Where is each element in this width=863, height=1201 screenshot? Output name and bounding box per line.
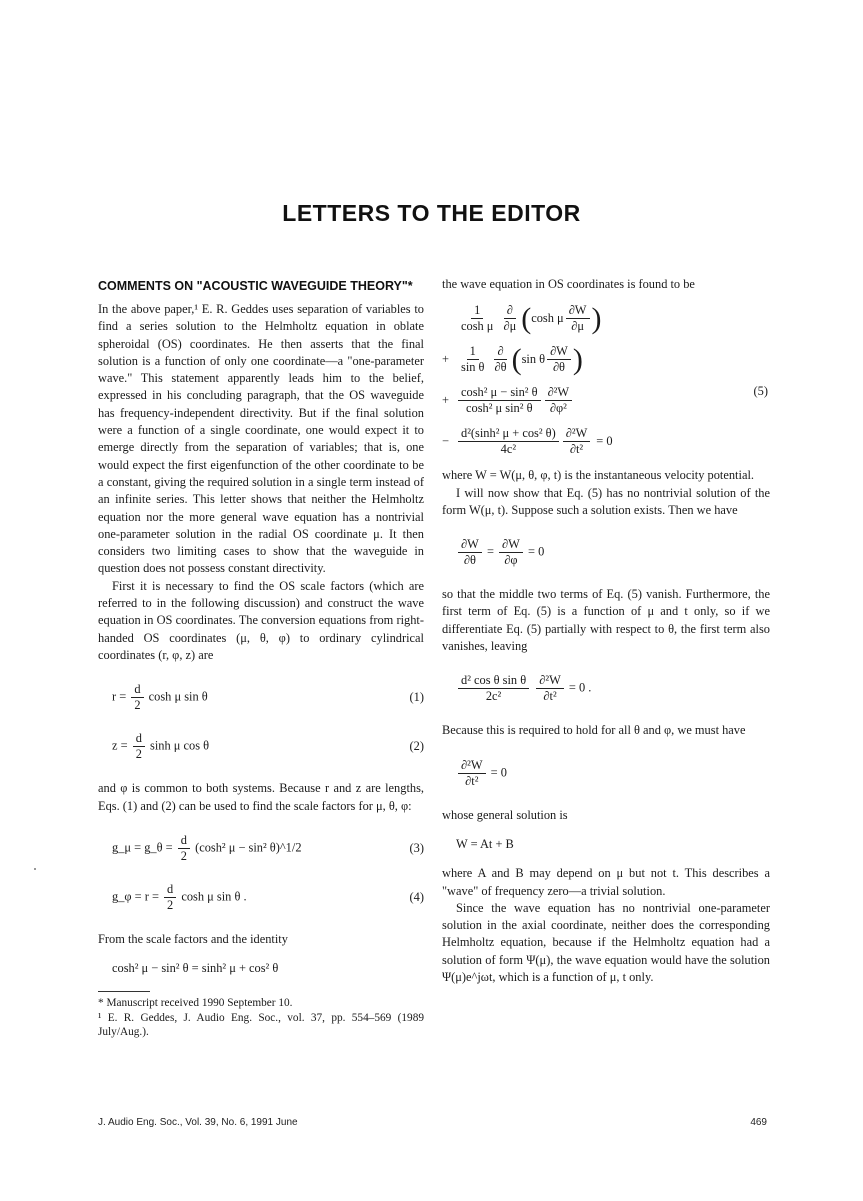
eq3-lhs: g_μ = g_θ = [112, 840, 173, 855]
equation-2 [98, 731, 424, 762]
eq3-number: (3) [409, 840, 424, 855]
scan-speck [34, 868, 36, 870]
eq4-lhs: g_φ = r = [112, 889, 159, 904]
right-paragraph-8: Since the wave equation has no nontrivial one-parameter solution in the axial coordinate, neither does the corresponding Helmholtz equation, because if the Helmholtz equation had a solution of form Ψ(μ), the wave equation would have the solution Ψ(μ)e^jωt, which is a function of μ, t only. [442, 900, 770, 985]
left-column [98, 276, 424, 1040]
eq5-term-2: + $\frac{1}{\text{sin θ}}$ $\frac{\partial}{\partial\theta}$ ( sin θ $\frac{\partial W}{\partial\theta}$ ) [442, 342, 583, 376]
left-paragraph-1: In the above paper,¹ E. R. Geddes uses separation of variables to find a series solution to the Helmholtz equation in oblate spheroidal (OS) coordinates. He then asserts that the final solution is a function of only one coordinate—a "one-parameter wave." This statement apparently leads him to the belief, expressed in his concluding paragraph, that the OS waveguide has frequency-independent directivity. But if the final solution were a function of a single coordinate, one would expect it to emerge directly from the separation of variables; that is, one would expect the first eigenfunction of the other coordinate to be a constant, giving the required solution in a single term instead of an infinite series. This letter shows that neither the Helmholtz equation nor the more general wave equation has a nontrivial one-parameter solution in the radial OS coordinate μ. It then considers two limiting cases to show that the waveguide in question does not possess constant directivity. [98, 302, 424, 576]
eq1-number: (1) [409, 690, 424, 705]
footnote-manuscript: * Manuscript received 1990 September 10. [98, 997, 293, 1010]
eq1-fraction: $\frac{d}{2}$ [131, 682, 143, 713]
right-paragraph-2: where W = W(μ, θ, φ, t) is the instantaneous velocity potential. [442, 468, 754, 483]
eq2-lhs: z = [112, 738, 128, 753]
equation-8: $\frac{\text{∂²W}}{\text{∂t²}}$ = 0 [442, 758, 770, 789]
article-title: COMMENTS ON "ACOUSTIC WAVEGUIDE THEORY"* [98, 279, 413, 293]
identity-equation [98, 960, 424, 977]
equation-3 [98, 833, 424, 864]
right-paragraph-6: whose general solution is [442, 807, 568, 822]
equation-5 [442, 303, 770, 457]
equation-4 [98, 882, 424, 913]
equation-9: W = At + B [456, 836, 514, 851]
right-paragraph-1: the wave equation in OS coordinates is found to be [442, 277, 695, 291]
eq1-rhs: cosh μ sin θ [148, 689, 208, 704]
eq4-fraction: $\frac{d}{2}$ [164, 882, 176, 913]
equation-1 [98, 682, 424, 713]
section-title: LETTERS TO THE EDITOR [282, 200, 581, 226]
equation-7: $\frac{\text{d² cos θ sin θ}}{\text{2c²}}$ $\frac{\text{∂²W}}{\text{∂t²}}$ = 0 . [442, 673, 770, 704]
eq5-number: (5) [753, 384, 768, 399]
eq2-rhs: sinh μ cos θ [150, 738, 210, 753]
eq3-fraction: $\frac{d}{2}$ [178, 833, 190, 864]
eq2-number: (2) [409, 739, 424, 754]
eq2-fraction: $\frac{d}{2}$ [133, 731, 145, 762]
eq4-number: (4) [409, 889, 424, 904]
eq4-rhs: cosh μ sin θ . [181, 889, 247, 904]
right-column [442, 276, 770, 986]
eq5-term-3: + $\frac{\text{cosh² μ − sin² θ}}{\text{cosh² μ sin² θ}}$ $\frac{\text{∂²W}}{\text{∂φ²}}$ [442, 385, 770, 416]
footnote-reference: ¹ E. R. Geddes, J. Audio Eng. Soc., vol. 37, pp. 554–569 (1989 July/Aug.). [98, 1011, 424, 1039]
eq5-term-1: $\frac{1}{\text{cosh μ}}$ $\frac{\partial}{\partial\mu}$ ( cosh μ $\frac{\partial W}{\partial\mu}$ ) [461, 301, 602, 335]
eq1-lhs: r = [112, 689, 127, 704]
left-paragraph-4: From the scale factors and the identity [98, 931, 288, 946]
eq3-rhs: (cosh² μ − sin² θ)^1/2 [195, 840, 302, 855]
journal-footer: J. Audio Eng. Soc., Vol. 39, No. 6, 1991 June [98, 1117, 298, 1128]
left-paragraph-2: First it is necessary to find the OS scale factors (which are referred to in the following discussion) and construct the wave equation in OS coordinates. The conversion equations from right-handed OS coordinates (μ, θ, φ) to ordinary cylindrical coordinates (r, φ, z) are [98, 578, 424, 662]
right-paragraph-4: so that the middle two terms of Eq. (5) vanish. Furthermore, the first term of Eq. (5) is a function of μ and t only, so if we differentiate Eq. (5) partially with respect to θ, the first term also vanishes, leaving [442, 587, 770, 654]
equation-6: $\frac{\partial W}{\partial\theta}$ = $\frac{\partial W}{\partial\varphi}$ = 0 [442, 537, 770, 568]
eq5-term-4: − $\frac{\text{d²(sinh² μ + cos² θ)}}{\text{4c²}}$ $\frac{\text{∂²W}}{\text{∂t²}}$ = 0 [442, 426, 613, 457]
page-number: 469 [750, 1117, 767, 1128]
right-paragraph-5: Because this is required to hold for all θ and φ, we must have [442, 723, 746, 738]
right-paragraph-7: where A and B may depend on μ but not t. This describes a "wave" of frequency zero—a trivial solution. [442, 866, 770, 898]
left-paragraph-3: and φ is common to both systems. Because r and z are lengths, Eqs. (1) and (2) can be used to find the scale factors for μ, θ, φ: [98, 781, 424, 813]
right-paragraph-3: I will now show that Eq. (5) has no nontrivial solution of the form W(μ, t). Suppose such a solution exists. Then we have [442, 485, 770, 517]
footnote-rule [98, 991, 150, 992]
identity-text: cosh² μ − sin² θ = sinh² μ + cos² θ [112, 961, 279, 976]
